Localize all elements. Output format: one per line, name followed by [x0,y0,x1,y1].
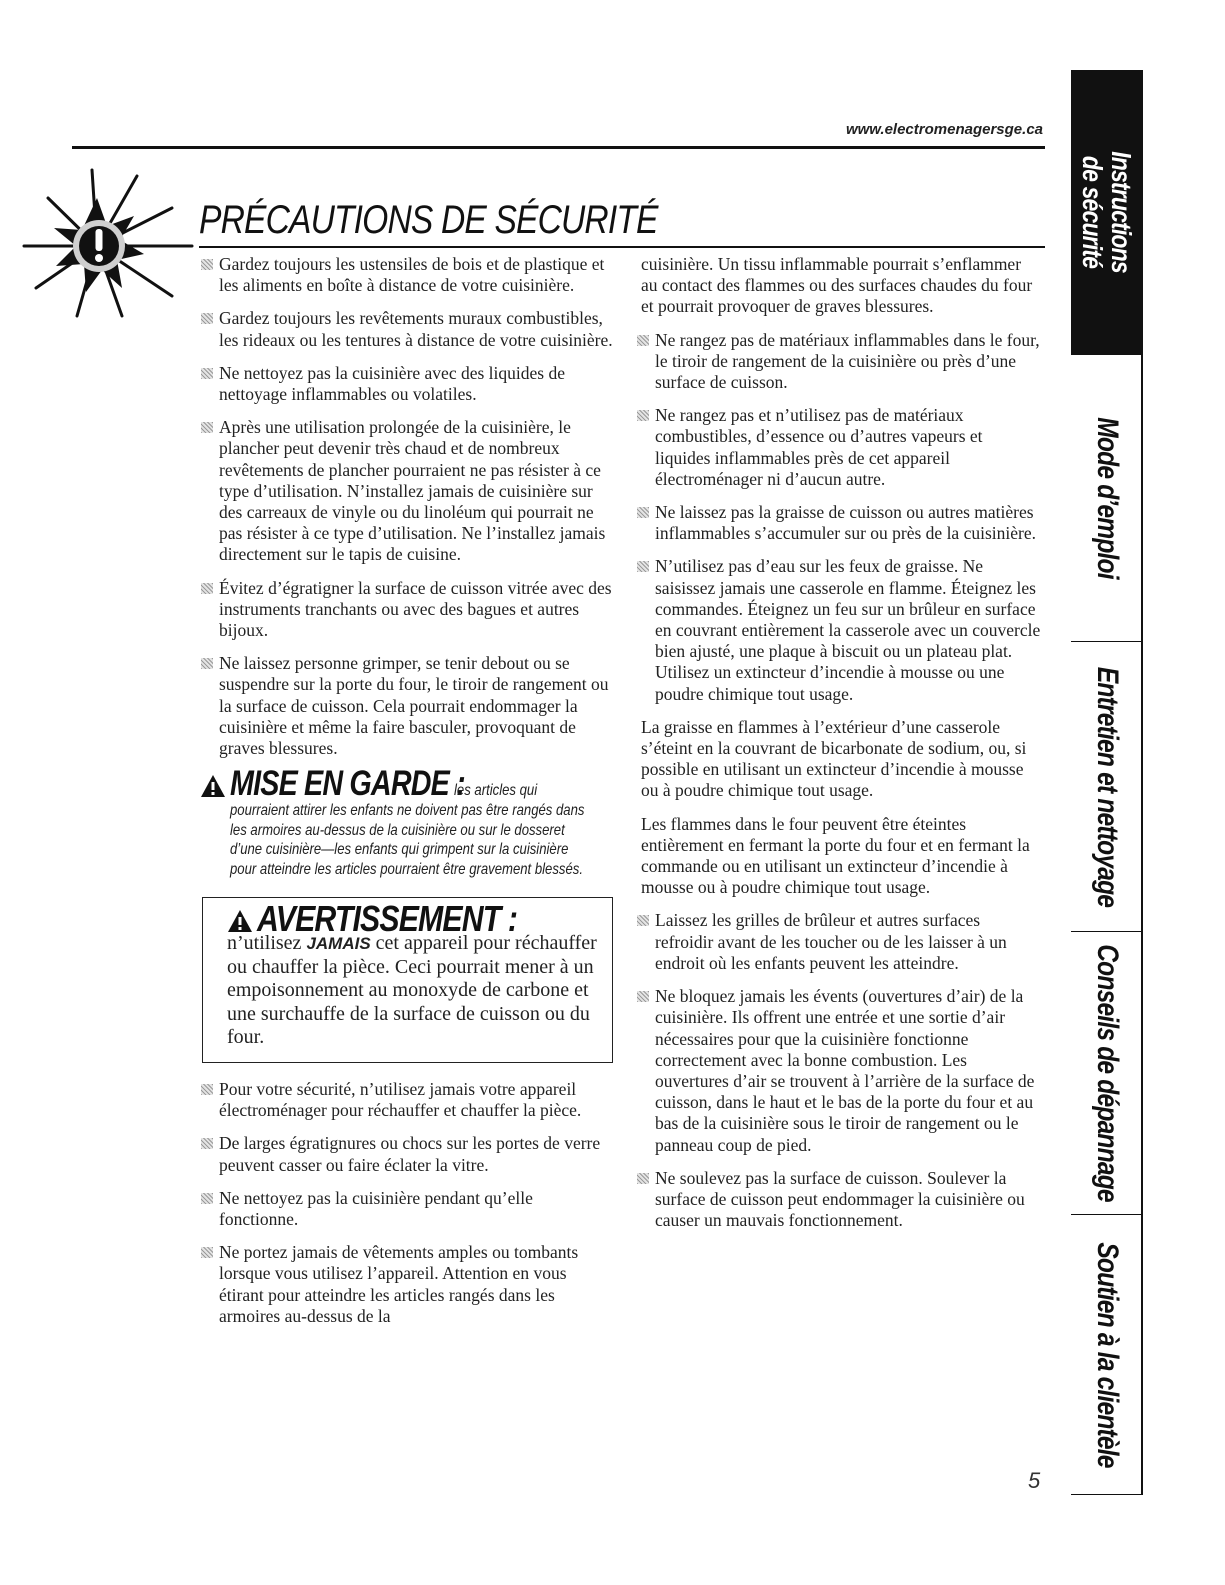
list-item: Ne nettoyez pas la cuisinière avec des liquides de nettoyage inflammables ou volatiles. [200,363,615,405]
bullet-icon [201,1247,213,1258]
list-item: Évitez d’égratigner la surface de cuisson vitrée avec des instruments tranchants ou avec des bagues et autres bijoux. [200,578,615,642]
bullet-icon [637,335,649,346]
tab-label: Conseils de dépannage [1091,944,1124,1202]
header-rule [72,146,1045,149]
bullet-icon [201,422,213,433]
tab-label: Mode d’emploi [1091,417,1124,579]
list-item: Ne rangez pas de matériaux inflammables dans le four, le tiroir de rangement de la cuisinière ou près d’une surface de cuisson. [636,330,1041,394]
right-column [636,254,1041,1243]
bullet-icon [201,313,213,324]
warning-body: n’utilisez JAMAIS cet appareil pour réchauffer ou chauffer la pièce. Ceci pourrait mener à un empoisonnement au monoxyde de carbone et une surchauffe de la surface de cuisson ou du four. [227,932,597,1049]
tab-conseils-de-depannage[interactable] [1071,932,1143,1215]
caution-body: pourraient attirer les enfants ne doivent pas être rangés dans les armoires au-dessus de la cuisinière ou sur le dosseret d’une cuisinière—les enfants qui grimpent sur la cuisinière pour atteindre les articles pourraient être gravement blessés. [230,802,585,878]
bullet-icon [201,1084,213,1095]
caution-lead: les articles qui [454,782,538,800]
warning-box [202,897,613,1063]
list-item: Ne laissez pas la graisse de cuisson ou autres matières inflammables s’accumuler sur ou près de la cuisinière. [636,502,1041,544]
list-item: Ne portez jamais de vêtements amples ou tombants lorsque vous utilisez l’appareil. Attention en vous étirant pour atteindre les articles rangés dans les armoires au-dessus de la [200,1242,615,1327]
warning-triangle-icon [227,909,253,933]
section-tabs [1071,70,1143,1495]
warning-burst-icon [22,168,202,318]
bullet-icon [637,410,649,421]
caution-triangle-icon [200,774,226,798]
tab-instructions-de-securite[interactable] [1071,70,1143,355]
caution-title: MISE EN GARDE : [230,764,465,804]
list-item: De larges égratignures ou chocs sur les portes de verre peuvent casser ou faire éclater la vitre. [200,1133,615,1175]
bullet-icon [201,1193,213,1204]
website-url: www.electromenagersge.ca [845,121,1043,138]
tab-label: Instructions de sécurité [1077,151,1137,273]
bullet-icon [637,561,649,572]
bullet-icon [201,658,213,669]
list-item: Laissez les grilles de brûleur et autres surfaces refroidir avant de les toucher ou de les laisser à un endroit où les enfants peuvent les atteindre. [636,910,1041,974]
list-item: Ne soulevez pas la surface de cuisson. Soulever la surface de cuisson peut endommager la cuisinière ou causer un mauvais fonctionnement. [636,1168,1041,1232]
tab-soutien-a-la-clientele[interactable] [1071,1215,1143,1495]
warning-title: AVERTISSEMENT : [257,897,518,939]
bullet-icon [637,915,649,926]
left-column [200,254,615,1339]
tab-label: Soutien à la clientèle [1091,1241,1124,1468]
bullet-icon [201,583,213,594]
paragraph: Les flammes dans le four peuvent être éteintes entièrement en fermant la porte du four et en fermant la commande ou en utilisant un extincteur d’incendie à mousse ou à poudre chimique tout usage. [641,813,1030,898]
page-number: 5 [1028,1468,1041,1493]
bullet-icon [201,368,213,379]
list-item: Ne bloquez jamais les évents (ouvertures d’air) de la cuisinière. Ils offrent une entrée et une sortie d’air nécessaires pour que la cuisinière fonctionne correctement avec la bonne combustion. Les ouvertures d’air se trouvent à l’arrière de la surface de cuisson, dans le haut et le bas de la porte du four et au bas de la cuisinière sous le tiroir de rangement ou le panneau coup de pied. [636,986,1041,1156]
bullet-icon [201,1138,213,1149]
list-item: Ne rangez pas et n’utilisez pas de matériaux combustibles, d’essence ou d’autres vapeurs et liquides inflammables près de cet appareil électroménager ni d’aucun autre. [636,405,1041,490]
page-title: PRÉCAUTIONS DE SÉCURITÉ [199,198,658,242]
tab-mode-d-emploi[interactable] [1071,355,1143,642]
tab-label: Entretien et nettoyage [1091,666,1124,907]
bullet-icon [201,259,213,270]
list-item: Gardez toujours les ustensiles de bois et de plastique et les aliments en boîte à distance de votre cuisinière. [200,254,615,296]
paragraph: La graisse en flammes à l’extérieur d’une casserole s’éteint en la couvrant de bicarbonate de sodium, ou, si possible en utilisant un extincteur d’incendie à mousse ou à poudre chimique tout usage. [641,716,1027,801]
caution-notice [200,764,615,879]
bullet-icon [637,507,649,518]
list-item: Gardez toujours les revêtements muraux combustibles, les rideaux ou les tentures à distance de votre cuisinière. [200,308,615,350]
title-rule [199,246,1045,248]
list-item: Pour votre sécurité, n’utilisez jamais votre appareil électroménager pour réchauffer et chauffer la pièce. [200,1079,615,1121]
tab-entretien-et-nettoyage[interactable] [1071,642,1143,932]
continuation-text: cuisinière. Un tissu inflammable pourrait s’enflammer au contact des flammes ou des surfaces chaudes du four et pourrait provoquer de graves blessures. [641,254,1033,317]
list-item: N’utilisez pas d’eau sur les feux de graisse. Ne saisissez jamais une casserole en flamme. Éteignez les commandes. Éteignez un feu sur un brûleur en surface en couvrant entièrement la casserole avec un couvercle bien ajusté, une plaque à biscuit ou un plateau plat. Utilisez un extincteur d’incendie à mousse ou une poudre chimique tout usage. [636,556,1041,704]
bullet-icon [637,1173,649,1184]
list-item: Ne laissez personne grimper, se tenir debout ou se suspendre sur la porte du four, le tiroir de rangement ou la surface de cuisson. Cela pourrait endommager la cuisinière et même la faire basculer, provoquant de graves blessures. [200,653,615,759]
list-item: Ne nettoyez pas la cuisinière pendant qu’elle fonctionne. [200,1188,615,1230]
bullet-icon [637,991,649,1002]
list-item: Après une utilisation prolongée de la cuisinière, le plancher peut devenir très chaud et de nombreux revêtements de plancher pourraient ne pas résister à ce type d’utilisation. N’installez jamais de cuisinière sur des carreaux de vinyle ou du linoléum qui pourrait ne pas résister à ce type d’utilisation. Ne l’installez jamais directement sur le tapis de cuisine. [200,417,615,565]
warning-emphasis: JAMAIS [306,934,371,954]
